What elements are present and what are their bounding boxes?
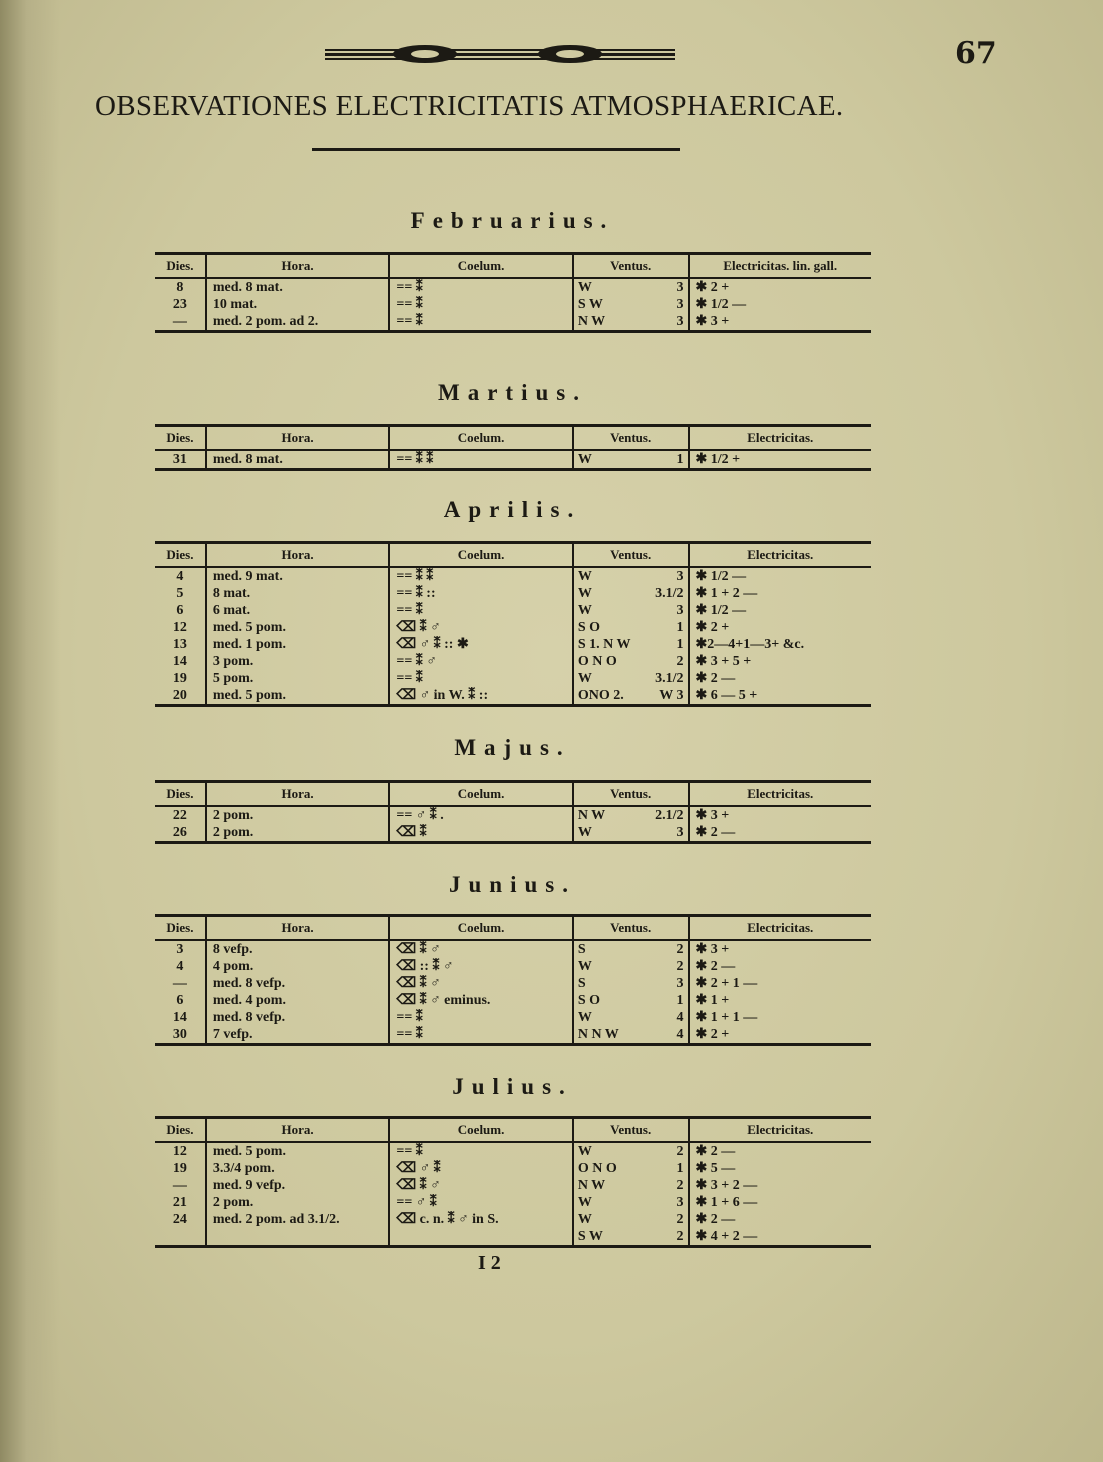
- cell-coelum: ⌫ ♂ ⁑ :: ✱: [390, 636, 573, 653]
- table-row: [155, 1026, 871, 1043]
- cell-dies: 26: [155, 824, 207, 841]
- observation-table: [155, 780, 871, 844]
- cell-coelum: ⌫ :: ⁑ ♂: [390, 958, 573, 975]
- wind-direction: S: [577, 976, 586, 991]
- page-number: 67: [955, 36, 997, 71]
- header-electricitas: Electricitas.: [747, 1122, 814, 1137]
- wind-force: 2: [676, 1144, 684, 1159]
- table-row: [155, 619, 871, 636]
- cell-electricitas: ✱ 1/2 +: [695, 452, 741, 467]
- cell-hora: 8 vefp.: [207, 941, 390, 958]
- cell-dies: 12: [155, 1143, 207, 1160]
- cell-dies: 4: [155, 958, 207, 975]
- cell-hora: 10 mat.: [207, 296, 390, 313]
- cell-dies: —: [155, 975, 207, 992]
- cell-coelum: == ⁑: [390, 313, 573, 330]
- wind-direction: W: [577, 603, 592, 618]
- header-dies: Dies.: [155, 1119, 207, 1141]
- cell-electricitas: ✱ 2 + 1 —: [695, 976, 758, 991]
- cell-coelum: [390, 1228, 573, 1245]
- cell-hora: med. 2 pom. ad 2.: [207, 313, 390, 330]
- header-coelum: Coelum.: [390, 544, 573, 566]
- table-row: [155, 585, 871, 602]
- cell-coelum: == ⁑: [390, 279, 573, 296]
- cell-electricitas: ✱ 2 +: [695, 620, 730, 635]
- cell-ventus: [574, 1009, 690, 1026]
- wind-direction: W: [577, 452, 592, 467]
- observation-table: [155, 914, 871, 1046]
- wind-force: 1: [676, 1161, 684, 1176]
- cell-ventus: [574, 670, 690, 687]
- cell-hora: med. 5 pom.: [207, 1143, 390, 1160]
- month-heading: Aprilis.: [443, 497, 582, 522]
- cell-ventus: [574, 824, 690, 841]
- wind-force: 3: [676, 603, 684, 618]
- header-coelum: Coelum.: [390, 255, 573, 277]
- wind-force: 4: [676, 1027, 684, 1042]
- cell-hora: med. 5 pom.: [207, 687, 390, 704]
- cell-ventus: [574, 653, 690, 670]
- cell-electricitas: ✱ 3 +: [695, 942, 730, 957]
- wind-force: 4: [676, 1010, 684, 1025]
- cell-hora: med. 1 pom.: [207, 636, 390, 653]
- table-row: [155, 687, 871, 704]
- cell-electricitas: ✱ 1 + 2 —: [695, 586, 758, 601]
- cell-ventus: [574, 807, 690, 824]
- wind-force: 2.1/2: [655, 808, 684, 823]
- cell-dies: 24: [155, 1211, 207, 1228]
- table-row: [155, 824, 871, 841]
- table-row: [155, 975, 871, 992]
- cell-ventus: [574, 1211, 690, 1228]
- wind-force: 3: [676, 1195, 684, 1210]
- cell-electricitas: ✱ 2 —: [695, 825, 736, 840]
- table-row: [155, 807, 871, 824]
- cell-ventus: [574, 1143, 690, 1160]
- cell-hora: 2 pom.: [207, 1194, 390, 1211]
- wind-direction: W: [577, 1010, 592, 1025]
- page-title: OBSERVATIONES ELECTRICITATIS ATMOSPHAERICAE.: [95, 90, 844, 122]
- cell-hora: 5 pom.: [207, 670, 390, 687]
- header-hora: Hora.: [207, 1119, 390, 1141]
- month-heading: Junius.: [449, 872, 576, 897]
- page-edge-shadow: [0, 0, 60, 1462]
- header-dies: Dies.: [155, 544, 207, 566]
- cell-hora: 7 vefp.: [207, 1026, 390, 1043]
- header-dies: Dies.: [155, 783, 207, 805]
- table-header: [155, 783, 871, 807]
- header-ventus: Ventus.: [574, 783, 690, 805]
- signature-mark: I 2: [478, 1252, 501, 1274]
- cell-hora: 6 mat.: [207, 602, 390, 619]
- cell-ventus: [574, 1194, 690, 1211]
- wind-force: 3.1/2: [655, 586, 684, 601]
- month-heading: Martius.: [438, 380, 587, 405]
- wind-direction: S 1. N W: [577, 637, 631, 652]
- cell-hora: med. 8 vefp.: [207, 1009, 390, 1026]
- cell-coelum: ⌫ ⁑ ♂ eminus.: [390, 992, 573, 1009]
- table-header: [155, 917, 871, 941]
- cell-coelum: == ⁑: [390, 1026, 573, 1043]
- header-dies: Dies.: [155, 427, 207, 449]
- cell-ventus: [574, 958, 690, 975]
- cell-ventus: [574, 975, 690, 992]
- wind-direction: W: [577, 1212, 592, 1227]
- table-header: [155, 1119, 871, 1143]
- table-row: [155, 1211, 871, 1228]
- cell-electricitas: ✱ 2 +: [695, 1027, 730, 1042]
- table-row: [155, 1194, 871, 1211]
- cell-ventus: [574, 636, 690, 653]
- cell-hora: med. 5 pom.: [207, 619, 390, 636]
- wind-direction: O N O: [577, 1161, 617, 1176]
- table-row: [155, 279, 871, 296]
- header-ornament: [325, 42, 675, 68]
- cell-coelum: ⌫ ♂ in W. ⁑ ::: [390, 687, 573, 704]
- cell-electricitas: ✱ 1/2 —: [695, 297, 747, 312]
- cell-coelum: ⌫ c. n. ⁑ ♂ in S.: [390, 1211, 573, 1228]
- cell-electricitas: ✱ 2 —: [695, 1144, 736, 1159]
- cell-coelum: == ⁑ ::: [390, 585, 573, 602]
- cell-dies: 14: [155, 653, 207, 670]
- wind-force: 2: [676, 959, 684, 974]
- cell-electricitas: ✱ 1/2 —: [695, 569, 747, 584]
- wind-force: 3: [676, 976, 684, 991]
- wind-direction: W: [577, 1144, 592, 1159]
- cell-dies: 31: [155, 451, 207, 468]
- observation-table: [155, 424, 871, 471]
- header-hora: Hora.: [207, 255, 390, 277]
- header-ventus: Ventus.: [574, 917, 690, 939]
- table-row: [155, 296, 871, 313]
- cell-electricitas: ✱ 4 + 2 —: [695, 1229, 758, 1244]
- cell-coelum: ⌫ ⁑ ♂: [390, 975, 573, 992]
- cell-dies: 30: [155, 1026, 207, 1043]
- wind-direction: N N W: [577, 1027, 619, 1042]
- cell-dies: 12: [155, 619, 207, 636]
- cell-electricitas: ✱ 1 + 6 —: [695, 1195, 758, 1210]
- cell-coelum: ⌫ ♂ ⁑: [390, 1160, 573, 1177]
- header-electricitas: Electricitas.: [747, 920, 814, 935]
- cell-ventus: [574, 1228, 690, 1245]
- header-hora: Hora.: [207, 917, 390, 939]
- wind-force: 3: [676, 569, 684, 584]
- cell-dies: 13: [155, 636, 207, 653]
- cell-electricitas: ✱ 3 +: [695, 314, 730, 329]
- wind-force: 1: [676, 637, 684, 652]
- wind-direction: W: [577, 825, 592, 840]
- cell-ventus: [574, 619, 690, 636]
- wind-force: 3: [676, 825, 684, 840]
- wind-direction: S O: [577, 993, 601, 1008]
- table-row: [155, 958, 871, 975]
- cell-hora: 4 pom.: [207, 958, 390, 975]
- wind-force: 2: [676, 1229, 684, 1244]
- cell-dies: 20: [155, 687, 207, 704]
- cell-ventus: [574, 992, 690, 1009]
- cell-coelum: == ♂ ⁑: [390, 1194, 573, 1211]
- cell-electricitas: ✱ 1 +: [695, 993, 730, 1008]
- cell-dies: 19: [155, 670, 207, 687]
- table-row: [155, 670, 871, 687]
- cell-dies: —: [155, 313, 207, 330]
- cell-coelum: ⌫ ⁑ ♂: [390, 1177, 573, 1194]
- header-coelum: Coelum.: [390, 917, 573, 939]
- header-electricitas: Electricitas.: [747, 430, 814, 445]
- cell-dies: 14: [155, 1009, 207, 1026]
- table-row: [155, 653, 871, 670]
- header-coelum: Coelum.: [390, 1119, 573, 1141]
- month-heading: Julius.: [452, 1074, 573, 1099]
- cell-coelum: ⌫ ⁑ ♂: [390, 619, 573, 636]
- table-row: [155, 1009, 871, 1026]
- header-ventus: Ventus.: [574, 544, 690, 566]
- header-dies: Dies.: [155, 255, 207, 277]
- cell-dies: 21: [155, 1194, 207, 1211]
- wind-force: 3: [676, 280, 684, 295]
- observation-table: [155, 541, 871, 707]
- wind-force: 3: [676, 297, 684, 312]
- header-ventus: Ventus.: [574, 427, 690, 449]
- cell-dies: 22: [155, 807, 207, 824]
- cell-electricitas: ✱ 5 —: [695, 1161, 736, 1176]
- wind-force: W 3: [659, 688, 684, 703]
- wind-direction: S O: [577, 620, 601, 635]
- title-divider: [312, 148, 680, 151]
- observation-table: [155, 1116, 871, 1248]
- month-heading: Februarius.: [410, 208, 615, 233]
- header-ventus: Ventus.: [574, 1119, 690, 1141]
- wind-force: 1: [676, 993, 684, 1008]
- wind-force: 2: [676, 942, 684, 957]
- header-ventus: Ventus.: [574, 255, 690, 277]
- header-electricitas: Electricitas.: [747, 547, 814, 562]
- cell-ventus: [574, 1160, 690, 1177]
- cell-ventus: [574, 585, 690, 602]
- table-row: [155, 602, 871, 619]
- table-row: [155, 451, 871, 468]
- wind-direction: N W: [577, 808, 606, 823]
- cell-electricitas: ✱ 2 —: [695, 959, 736, 974]
- cell-coelum: == ⁑: [390, 670, 573, 687]
- cell-coelum: == ⁑: [390, 602, 573, 619]
- table-row: [155, 1228, 871, 1245]
- cell-hora: [207, 1228, 390, 1245]
- wind-direction: W: [577, 586, 592, 601]
- cell-dies: 6: [155, 602, 207, 619]
- cell-ventus: [574, 313, 690, 330]
- table-header: [155, 544, 871, 568]
- cell-coelum: == ⁑: [390, 1143, 573, 1160]
- wind-force: 1: [676, 452, 684, 467]
- cell-hora: med. 2 pom. ad 3.1/2.: [207, 1211, 390, 1228]
- cell-dies: 4: [155, 568, 207, 585]
- cell-hora: 2 pom.: [207, 807, 390, 824]
- wind-direction: S: [577, 942, 586, 957]
- wind-force: 3: [676, 314, 684, 329]
- wind-direction: S W: [577, 297, 603, 312]
- cell-hora: 3 pom.: [207, 653, 390, 670]
- month-heading: Majus.: [454, 735, 571, 760]
- cell-ventus: [574, 602, 690, 619]
- wind-force: 2: [676, 1212, 684, 1227]
- cell-coelum: ⌫ ⁑: [390, 824, 573, 841]
- cell-hora: 8 mat.: [207, 585, 390, 602]
- cell-hora: med. 8 mat.: [207, 279, 390, 296]
- wind-direction: W: [577, 959, 592, 974]
- cell-ventus: [574, 1026, 690, 1043]
- cell-ventus: [574, 687, 690, 704]
- cell-ventus: [574, 451, 690, 468]
- wind-direction: ONO 2.: [577, 688, 624, 703]
- cell-electricitas: ✱ 3 + 5 +: [695, 654, 752, 669]
- observation-table: [155, 252, 871, 333]
- cell-coelum: == ⁑: [390, 1009, 573, 1026]
- table-row: [155, 1143, 871, 1160]
- cell-electricitas: ✱ 2 —: [695, 1212, 736, 1227]
- wind-force: 3.1/2: [655, 671, 684, 686]
- cell-coelum: == ⁑ ♂: [390, 653, 573, 670]
- cell-electricitas: ✱2—4+1—3+ &c.: [695, 637, 805, 652]
- header-dies: Dies.: [155, 917, 207, 939]
- wind-force: 1: [676, 620, 684, 635]
- wind-direction: W: [577, 671, 592, 686]
- cell-electricitas: ✱ 1/2 —: [695, 603, 747, 618]
- cell-dies: [155, 1228, 207, 1245]
- cell-hora: med. 8 vefp.: [207, 975, 390, 992]
- wind-direction: N W: [577, 314, 606, 329]
- cell-ventus: [574, 568, 690, 585]
- cell-coelum: == ⁑ ⁑: [390, 451, 573, 468]
- header-hora: Hora.: [207, 427, 390, 449]
- cell-electricitas: ✱ 6 — 5 +: [695, 688, 758, 703]
- wind-direction: O N O: [577, 654, 617, 669]
- cell-dies: 5: [155, 585, 207, 602]
- cell-hora: med. 9 mat.: [207, 568, 390, 585]
- wind-force: 2: [676, 654, 684, 669]
- cell-ventus: [574, 296, 690, 313]
- cell-hora: 3.3/4 pom.: [207, 1160, 390, 1177]
- cell-dies: 6: [155, 992, 207, 1009]
- wind-direction: N W: [577, 1178, 606, 1193]
- header-electricitas: Electricitas. lin. gall.: [723, 258, 838, 273]
- cell-hora: med. 9 vefp.: [207, 1177, 390, 1194]
- cell-dies: 19: [155, 1160, 207, 1177]
- cell-coelum: == ⁑ ⁑: [390, 568, 573, 585]
- cell-ventus: [574, 941, 690, 958]
- wind-direction: W: [577, 280, 592, 295]
- header-coelum: Coelum.: [390, 427, 573, 449]
- cell-hora: med. 8 mat.: [207, 451, 390, 468]
- table-row: [155, 1160, 871, 1177]
- table-row: [155, 636, 871, 653]
- table-row: [155, 992, 871, 1009]
- cell-coelum: == ♂ ⁑ .: [390, 807, 573, 824]
- cell-dies: 23: [155, 296, 207, 313]
- cell-electricitas: ✱ 3 + 2 —: [695, 1178, 758, 1193]
- cell-ventus: [574, 1177, 690, 1194]
- table-row: [155, 941, 871, 958]
- header-electricitas: Electricitas.: [747, 786, 814, 801]
- wind-direction: W: [577, 1195, 592, 1210]
- wind-direction: S W: [577, 1229, 603, 1244]
- table-header: [155, 427, 871, 451]
- header-hora: Hora.: [207, 783, 390, 805]
- header-coelum: Coelum.: [390, 783, 573, 805]
- cell-ventus: [574, 279, 690, 296]
- cell-hora: 2 pom.: [207, 824, 390, 841]
- cell-dies: —: [155, 1177, 207, 1194]
- table-row: [155, 568, 871, 585]
- cell-hora: med. 4 pom.: [207, 992, 390, 1009]
- cell-dies: 3: [155, 941, 207, 958]
- table-row: [155, 1177, 871, 1194]
- cell-electricitas: ✱ 2 +: [695, 280, 730, 295]
- table-header: [155, 255, 871, 279]
- cell-coelum: ⌫ ⁑ ♂: [390, 941, 573, 958]
- cell-electricitas: ✱ 3 +: [695, 808, 730, 823]
- cell-dies: 8: [155, 279, 207, 296]
- cell-electricitas: ✱ 1 + 1 —: [695, 1010, 758, 1025]
- cell-coelum: == ⁑: [390, 296, 573, 313]
- cell-electricitas: ✱ 2 —: [695, 671, 736, 686]
- wind-force: 2: [676, 1178, 684, 1193]
- header-hora: Hora.: [207, 544, 390, 566]
- wind-direction: W: [577, 569, 592, 584]
- table-row: [155, 313, 871, 330]
